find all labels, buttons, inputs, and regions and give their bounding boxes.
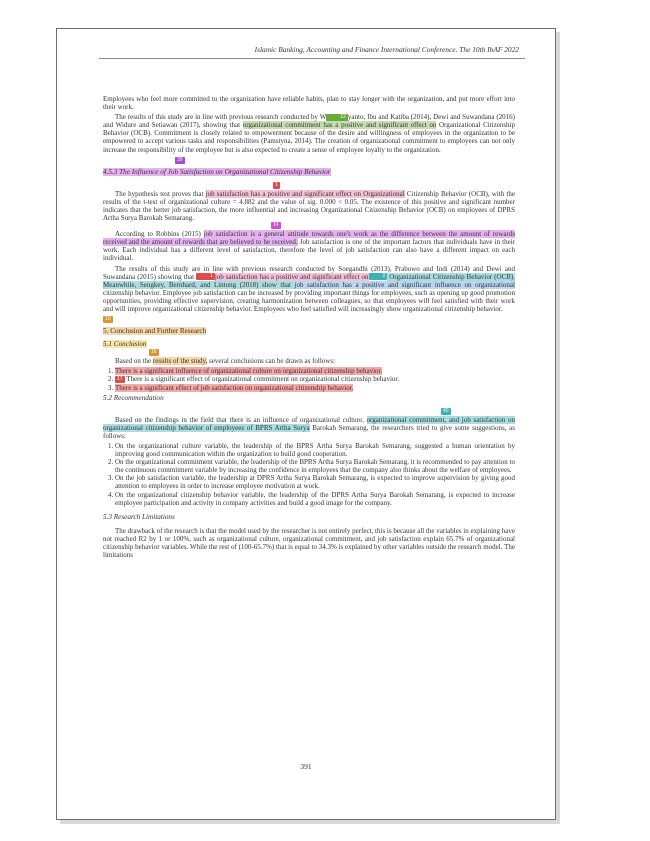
highlight-teal[interactable]: organizational commitment, and job satisfaction on organizational citizenship behavior of employees of BPRS Artha Surya xyxy=(103,415,515,432)
text-run: There is a significant effect of organizational commitment on organizational citizenship behavior. xyxy=(126,375,400,384)
section-heading-453 xyxy=(103,168,515,176)
recommendation-list xyxy=(103,442,515,507)
section-heading-5 xyxy=(103,327,515,335)
list-item: 3. On the job satisfaction variable, the leadership at DPRS Artha Surya Barokah Semarang, is expected to improve supervision by giving good attention to employees in order to increase employee motivation at work. xyxy=(115,474,515,490)
text-run: Based on the findings in the field that there is an influence of organizational culture, xyxy=(115,415,367,424)
tag-row xyxy=(103,408,515,416)
recommendation-intro xyxy=(103,416,515,440)
annotation-tag[interactable]: 2 xyxy=(369,273,388,280)
annotation-tag[interactable]: 40 xyxy=(443,407,449,414)
text-run: Barokah Semarang, the researchers tried to give some suggestions, as follows: xyxy=(103,423,515,440)
list-item xyxy=(115,367,515,375)
highlight-pink[interactable]: job satisfaction has a positive and significant effect on xyxy=(214,272,369,281)
paragraph-org-commitment xyxy=(103,113,515,153)
intro-paragraph: Employees who feel more committed to the organization have reliable habits, plan to stay longer with the organization, and put more effort into their work. xyxy=(103,95,515,112)
highlight-purple[interactable]: job satisfaction is a general attitude towards one's work as the difference between the amount of rewards received and the amount of rewards that are believed to be received. xyxy=(103,230,515,247)
limitations-paragraph: The drawback of the research is that the model used by the researcher is not entirely perfect, this is because all the variables in explaining have not reached R2 by 1 or 100%, such as organizational culture, organizational commitment, and job satisfaction explain 65.7% of organizational citizenship behavior variables. While the rest of (100-65.7%) that is equal to 34.3% is explained by other variables outside the research model. The limitations xyxy=(103,526,516,560)
list-item xyxy=(115,375,515,383)
text-run: Based on the xyxy=(115,357,153,366)
list-item xyxy=(115,384,515,392)
subsection-heading-53: 5.3 Research Limitations xyxy=(103,512,175,521)
annotation-tag[interactable]: 1 xyxy=(196,273,215,280)
highlight-pink[interactable]: job satisfaction has a positive and significant effect on Organizational xyxy=(205,189,405,198)
tag-row xyxy=(103,224,515,230)
list-item: 1. On the organizational culture variable, the leadership of the BPRS Artha Surya Barokah Semarang, suggested a human orientation by improving good communication within the organization to build good cooperation. xyxy=(115,442,515,458)
list-item: 2. On the organizational commitment variable, the leadership of the BPRS Artha Surya Barokah Semarang, it is recommended to pay attention to the continuous commitment variable by increasing the confidence in employees that the company also thinks about the welfare of employees. xyxy=(115,458,515,474)
annotation-tag[interactable]: 17 xyxy=(117,376,123,383)
tag-row xyxy=(103,315,515,323)
paragraph-hypothesis xyxy=(103,190,515,222)
highlight-orange[interactable]: results of the study, xyxy=(152,357,208,366)
header-rule xyxy=(99,58,525,59)
page-content xyxy=(103,95,515,561)
highlight-purple[interactable]: 4.5.3 The Influence of Job Satisfaction on Organizational Citizenship Behavior xyxy=(103,167,331,176)
highlight-red[interactable]: There is a significant influence of organizational culture on organizational citizenship behavior. xyxy=(115,367,383,376)
conclusion-intro xyxy=(103,357,515,365)
paragraph-previous-research xyxy=(103,265,515,314)
annotation-tag[interactable]: 39 xyxy=(177,156,183,163)
highlight-red[interactable]: There is a significant effect of job satisfaction on organizational citizenship behavior. xyxy=(115,383,354,392)
page-number: 391 xyxy=(300,762,312,771)
paragraph-robbins xyxy=(103,230,515,262)
tag-row xyxy=(103,156,515,164)
text-run: The results of this study are in line with previous research conducted by W xyxy=(115,113,327,122)
document-page xyxy=(56,28,556,820)
tag-row xyxy=(103,350,515,357)
tag-row xyxy=(103,182,515,190)
annotation-tag[interactable]: 16 xyxy=(151,349,157,356)
annotation-tag[interactable]: 1 xyxy=(275,181,278,188)
annotation-tag[interactable]: 10 xyxy=(105,316,111,323)
highlight-orange[interactable]: 5. Conclusion and Further Research xyxy=(103,327,207,336)
text-run: citizenship behavior. Employee job satisfaction can be increased by providing important things for employees, such as opening up good promotion opportunities, providing effective supervision, creating harmonization between colleagues, so that employees will feel satisfied with their work and will improve organizational citizenship behavior. Employees who feel satisfied will increasingly show organizational citizenship behavior. xyxy=(103,288,515,313)
highlight-yellow[interactable]: 5.1 Conclusion xyxy=(103,340,147,349)
text-run: several conclusions can be drawn as follows: xyxy=(207,357,336,366)
text-run: yanto, Ibu and Katiba (2014), Dewi and Suwandana (2016) and Widure and Setiawan (2017), showing that xyxy=(103,113,515,130)
conclusion-list xyxy=(103,367,515,391)
highlight-teal[interactable]: Organizational Citizenship Behavior (OCB). Meanwhile, Sengkey, Bernhard, and Lintong (2018) show that xyxy=(103,272,515,289)
list-item: 4. On the organizational citizenship behavior variable, the leadership of the DPRS Artha Surya Barokah Semarang, is expected to increase employee participation and activity in company activities and build a good image for the company. xyxy=(115,491,515,507)
text-run: Job satisfaction is one of the important factors that individuals have in their work. Each individual has a different level of satisfaction, therefore the level of job satisfaction can also have a different impact on each individual. xyxy=(103,238,516,263)
subsection-heading-51 xyxy=(103,340,515,348)
text-run: The hypothesis test proves that xyxy=(115,189,206,198)
subsection-heading-52: 5.2 Recommendation xyxy=(103,393,164,402)
highlight-blue[interactable]: job satisfaction has a positive and significant influence on organizational xyxy=(294,280,515,289)
text-run: According to Robbins (2015) xyxy=(115,230,204,239)
annotation-tag[interactable]: 14 xyxy=(273,222,279,229)
text-run: The results of this study are in line with previous research conducted by Soegandhi (2013), Prabowo and Indi (2014) and Dewi and Suwandana (2015) showing that xyxy=(103,264,515,281)
running-header: Islamic Banking, Accounting and Finance International Conference. The 10th IbAF 2022 xyxy=(254,45,519,54)
text-run: Organizational Citizenship Behavior (OCB). Commitment is closely related to empowerment because of the desire and willingness of employees in the organization to be empowered to accept various tasks and responsibilities (Pamstyna, 2014). The creation of organizational commitment to employees can not only increase the responsibility of the employee but is also expected to create a sense of employee loyalty to the organization. xyxy=(103,121,515,154)
highlight-green[interactable]: organizational commitment has a positive and significant effect on xyxy=(242,121,437,130)
text-run: Citizenship Behavior (OCB), with the results of the t-test of organizational culture = 4.882 and the value of sig. 0.000 < 0.05. The existence of this positive and significant number indicates that the better job satisfaction, the more influential and increasing Organizational Citizenship Behavior (OCB) on employees of DPRS Artha Surya Barokah Semarang. xyxy=(103,189,515,223)
annotation-tag[interactable]: 12 xyxy=(326,114,348,121)
